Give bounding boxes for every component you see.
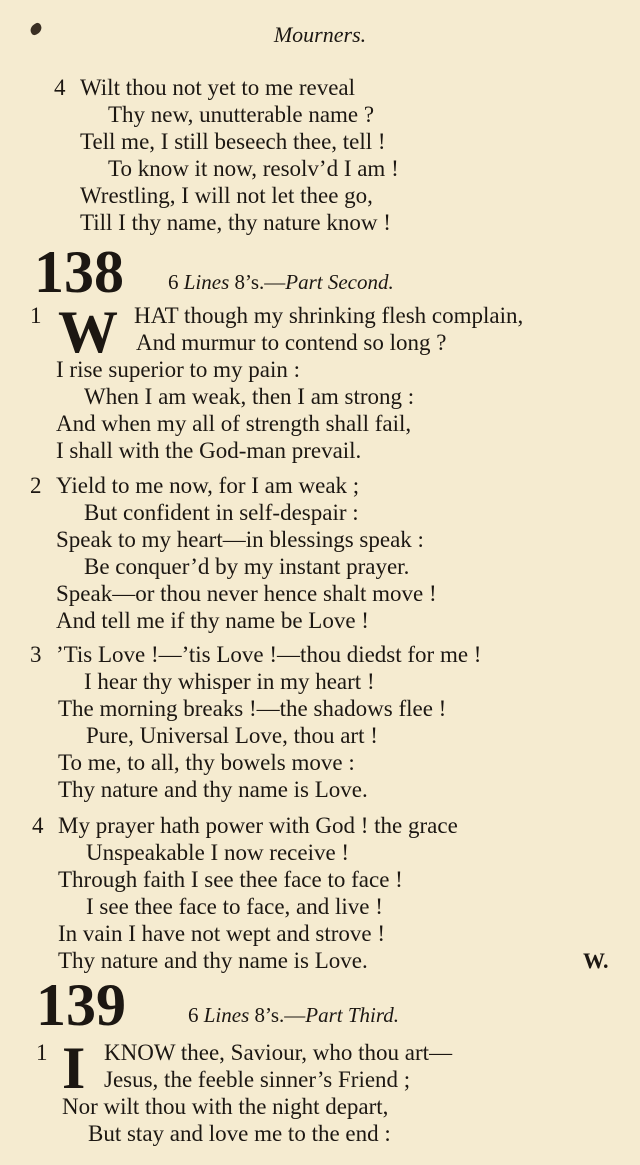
verse-line: KNOW thee, Saviour, who thou art— (104, 1040, 453, 1065)
verse-line: And when my all of strength shall fail, (56, 411, 412, 436)
verse-line: And tell me if thy name be Love ! (56, 608, 369, 633)
verse-number: 3 (30, 642, 42, 667)
verse-line: Thy new, unutterable name ? (108, 102, 375, 127)
verse-line: Nor wilt thou with the night depart, (62, 1094, 389, 1119)
verse-line: But stay and love me to the end : (88, 1121, 391, 1146)
meter-heading: 6 Lines 8’s.—Part Third. (188, 1003, 400, 1027)
verse-line: Wrestling, I will not let thee go, (80, 183, 373, 208)
verse-line: I shall with the God-man prevail. (56, 438, 362, 463)
hymn-number: 138 (34, 239, 124, 305)
verse-line: Jesus, the feeble sinner’s Friend ; (104, 1067, 411, 1092)
verse-line: Be conquer’d by my instant prayer. (84, 554, 410, 579)
verse-line: When I am weak, then I am strong : (84, 384, 415, 409)
verse-line: Pure, Universal Love, thou art ! (86, 723, 378, 748)
verse-line: Till I thy name, thy nature know ! (80, 210, 391, 235)
verse-line: Yield to me now, for I am weak ; (56, 473, 360, 498)
verse-line: Through faith I see thee face to face ! (58, 867, 403, 892)
drop-cap: W (58, 299, 118, 365)
author-initial: W. (583, 948, 609, 973)
verse-line: Speak to my heart—in blessings speak : (56, 527, 424, 552)
verse-line: My prayer hath power with God ! the grace (58, 813, 458, 838)
verse-line: I see thee face to face, and live ! (86, 894, 383, 919)
verse-line: I rise superior to my pain : (56, 357, 301, 382)
verse-number: 4 (32, 813, 44, 838)
verse-line: I hear thy whisper in my heart ! (84, 669, 375, 694)
drop-cap: I (62, 1035, 86, 1101)
verse-line: Thy nature and thy name is Love. (58, 777, 368, 802)
verse-line: To me, to all, thy bowels move : (58, 750, 355, 775)
verse-number: 1 (36, 1040, 48, 1065)
verse-line: Thy nature and thy name is Love. (58, 948, 368, 973)
verse-line: HAT though my shrinking flesh complain, (134, 303, 524, 328)
verse-line: And murmur to contend so long ? (136, 330, 447, 355)
hymn-number: 139 (36, 972, 126, 1038)
verse-line: Speak—or thou never hence shalt move ! (56, 581, 437, 606)
verse-number: 4 (54, 75, 66, 100)
verse-line: ’Tis Love !—’tis Love !—thou diedst for me ! (56, 642, 482, 667)
meter-heading: 6 Lines 8’s.—Part Second. (168, 270, 394, 294)
verse-number: 2 (30, 473, 42, 498)
verse-line: But confident in self-despair : (84, 500, 359, 525)
verse-number: 1 (30, 303, 42, 328)
verse-line: Tell me, I still beseech thee, tell ! (80, 129, 386, 154)
verse-line: In vain I have not wept and strove ! (58, 921, 386, 946)
verse-line: The morning breaks !—the shadows flee ! (58, 696, 447, 721)
verse-line: To know it now, resolv’d I am ! (108, 156, 399, 181)
verse-line: Wilt thou not yet to me reveal (80, 75, 356, 100)
running-header: Mourners. (273, 22, 367, 47)
verse-line: Unspeakable I now receive ! (86, 840, 350, 865)
